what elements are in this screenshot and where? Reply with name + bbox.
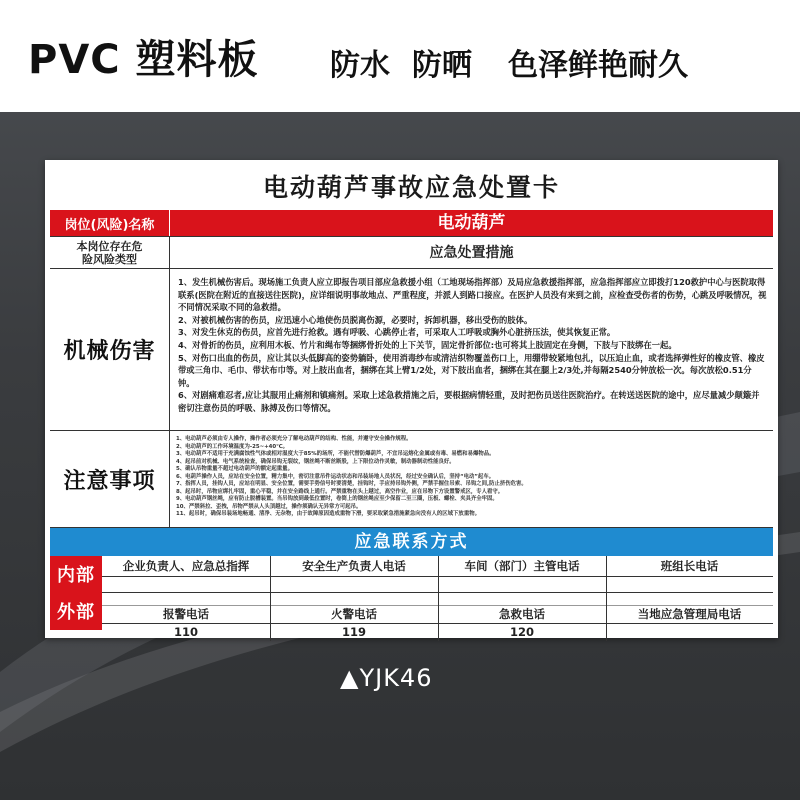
note-item: 11、起吊时，确保吊装场地畅通、清净、无杂物，由于故障原因造成重物下滑，要采取紧急措施紧急向没有人的区域下放重物。 xyxy=(176,511,480,517)
mechanical-injury-row xyxy=(50,269,773,431)
feature-waterproof: 防水 xyxy=(330,48,390,83)
internal-header: 安全生产负责人电话 xyxy=(302,559,406,573)
notes-label: 注意事项 xyxy=(50,431,170,527)
note-item: 5、确认吊物重量不超过电动葫芦的额定起重量。 xyxy=(176,466,293,472)
measure-item: 3、对发生休克的伤员，应首先进行抢救。遇有呼吸、心跳停止者，可采取人工呼吸或胸外心脏挤压法，使其恢复正常。 xyxy=(178,327,616,338)
top-banner xyxy=(0,0,800,112)
note-item: 10、严禁斜拉、歪拽，吊物严禁从人头顶越过，操作须确认无异常方可起吊。 xyxy=(176,503,362,510)
external-value xyxy=(606,623,773,641)
internal-value xyxy=(102,576,270,592)
contact-table xyxy=(50,556,773,639)
note-item: 4、起吊前对机械、电气系统检查，确保吊钩无裂纹，钢丝绳不断丝断股，上下限位动作灵敏，制动器制动性能良好。 xyxy=(176,458,455,465)
risk-type-row xyxy=(50,237,773,269)
post-risk-value: 电动葫芦 xyxy=(437,213,506,233)
external-header: 急救电话 xyxy=(499,607,545,621)
measure-item: 5、对伤口出血的伤员，应让其以头低脚高的姿势躺卧，使用消毒纱布或清洁织物覆盖伤口上，用绷带较紧地包扎，以压迫止血，或者选择弹性好的橡皮管、橡皮带或三角巾、毛巾、带状布巾等。对上肢出血者，捆绑在其上臂1/2处，对下肢出血者，捆绑在其在腿上2/3处,并每隔2540分钟放松一次。每次放松0.51分钟。 xyxy=(178,352,765,388)
internal-header: 班组长电话 xyxy=(660,559,719,573)
external-value: 110 xyxy=(173,625,198,639)
note-item: 9、电动葫芦钢丝绳，应有防止脱槽装置。当吊钩放到最低位置时，卷筒上的钢丝绳应至少保留二至三圈，压板、螺栓、夹具齐全牢固。 xyxy=(176,496,498,502)
external-header: 当地应急管理局电话 xyxy=(637,607,742,621)
notes-list xyxy=(170,431,773,527)
risk-type-label: 本岗位存在危险风险类型 xyxy=(50,237,170,268)
mechanical-injury-label: 机械伤害 xyxy=(50,269,170,430)
note-item: 7、指挥人员，挂钩人员，应站在明显、安全位置，需要手势信号时要清楚，挂钩时，手应持吊钩外侧，严禁手握住吊索、吊钩之间,防止挤伤危害。 xyxy=(176,481,527,487)
contact-header: 应急联系方式 xyxy=(50,528,773,556)
measure-item: 2、对被机械伤害的伤员，应迅速小心地使伤员脱离伤源，必要时，拆卸机器，移出受伤的肢体。 xyxy=(178,314,533,325)
external-value: 119 xyxy=(341,625,366,639)
measure-item: 6、对剧痛难忍者,应让其服用止痛剂和镇痛剂。采取上述急救措施之后，要根据病情轻重，及时把伤员送往医院治疗。在转送送医院的途中，应尽量减少颠簸并密切注意伤员的呼吸、脉搏及伤口等情况。 xyxy=(178,390,760,413)
external-label: 外部 xyxy=(50,592,102,630)
grid-line xyxy=(438,556,439,641)
product-code: ▲YJK46 xyxy=(340,664,433,692)
note-item: 1、电动葫芦必须由专人操作，操作者必须充分了解电动葫芦的结构、性能，并遵守安全操作规程。 xyxy=(176,436,412,442)
mechanical-injury-measures xyxy=(170,269,773,430)
post-risk-label: 岗位(风险)名称 xyxy=(50,210,170,236)
note-item: 8、起吊时，吊物应绑扎牢固，重心平稳，并在安全路线上通行。严禁重物在头上越过，高空作业，应在吊物下方设置警戒区，专人看守。 xyxy=(176,488,504,495)
internal-value xyxy=(438,576,606,592)
grid-line xyxy=(606,556,607,641)
internal-header: 企业负责人、应急总指挥 xyxy=(122,559,250,573)
post-risk-row xyxy=(50,210,773,237)
banner-features xyxy=(330,40,688,83)
external-header: 报警电话 xyxy=(163,607,209,621)
note-item: 2、电动葫芦的工作环境温度为-25~+40℃。 xyxy=(176,443,289,450)
emergency-card xyxy=(45,160,778,638)
internal-label: 内部 xyxy=(50,556,102,592)
measure-item: 4、对骨折的伤员，应利用木板、竹片和绳布等捆绑骨折处的上下关节，固定骨折部位:也可将其上肢固定在身侧，下肢与下肢绑在一起。 xyxy=(178,339,677,350)
card-title: 电动葫芦事故应急处置卡 xyxy=(262,173,560,202)
feature-sunproof: 防晒 xyxy=(412,48,472,83)
internal-value xyxy=(606,576,773,592)
measure-item: 1、发生机械伤害后。现场施工负责人应立即报告项目部应急救援小组（工地现场指挥部）及局应急救援指挥部，应急指挥部应立即拨打120救护中心与医院取得联系(医院在附近的直接送往医院)，应详细说明事故地点、严重程度，并派人到路口接应。在医护人员没有来到之前，应检查受伤者的伤势，心跳及呼吸情况，视不同情况采取不同的急救措。 xyxy=(178,277,767,313)
note-item: 3、电动葫芦不适用于充满腐蚀性气体或相对湿度大于85%的场所，不能代替防爆葫芦，不宜吊运熔化金属或有毒、易燃和易爆物品。 xyxy=(176,451,495,457)
feature-colorfast: 色泽鲜艳耐久 xyxy=(508,48,688,83)
note-item: 6、电葫芦操作人员，应站在安全位置，精力集中，密切注意吊件运动状态和吊装场地人员状况，经过安全确认后，坚持“电动”起车。 xyxy=(176,473,495,480)
external-value: 120 xyxy=(509,625,534,639)
banner-title: PVC 塑料板 xyxy=(28,37,259,83)
external-header: 火警电话 xyxy=(331,607,377,621)
notes-row xyxy=(50,431,773,528)
internal-value xyxy=(270,576,438,592)
measures-header: 应急处置措施 xyxy=(429,245,514,261)
internal-header: 车间（部门）主管电话 xyxy=(464,559,580,573)
grid-line xyxy=(270,556,271,641)
